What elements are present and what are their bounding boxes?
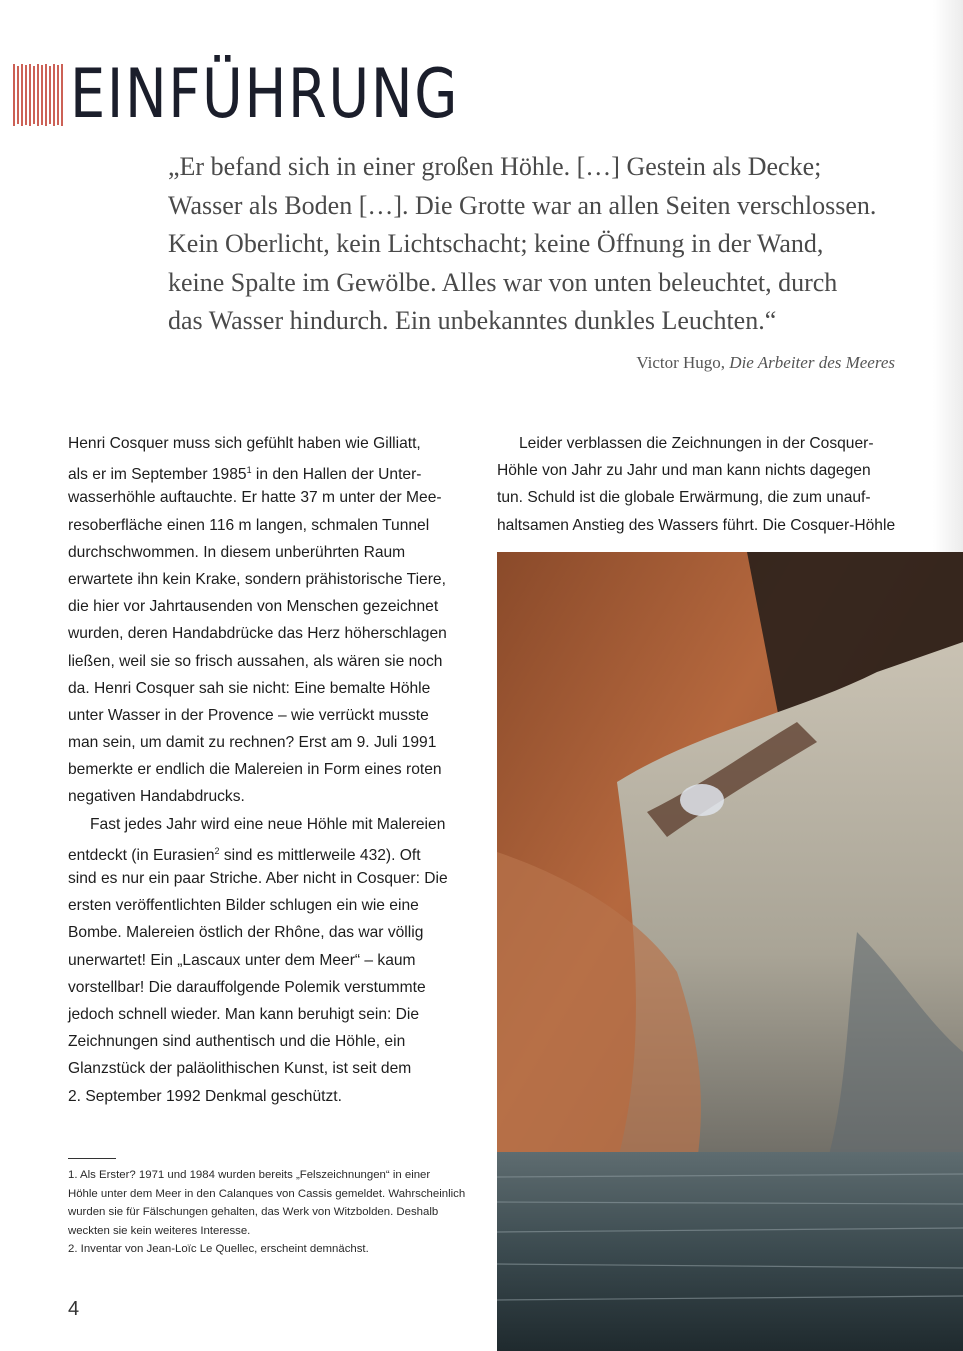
text-line: Bombe. Malereien östlich der Rhône, das war völlig [68, 924, 424, 942]
quote-author: Victor Hugo, [636, 353, 726, 372]
text-line: man sein, um damit zu rechnen? Erst am 9. Juli 1991 [68, 734, 437, 752]
text-line: Leider verblassen die Zeichnungen in der Cosquer- [519, 435, 874, 452]
footnote-line: wurden sie für Fälschungen gehalten, das Werk von Witzbolden. Deshalb [68, 1206, 439, 1218]
text-line: unter Wasser in der Provence – wie verrückt musste [68, 706, 429, 724]
text-line: jedoch schnell wieder. Man kann beruhigt sein: Die [68, 1005, 420, 1023]
quote-line: keine Spalte im Gewölbe. Alles war von unten beleuchtet, durch [168, 267, 838, 297]
text-line: durchschwommen. In diesem unberührten Raum [68, 543, 406, 561]
quote-line: das Wasser hindurch. Ein unbekanntes dunkles Leuchten.“ [168, 306, 777, 335]
text-line: vorstellbar! Die darauffolgende Polemik verstummte [68, 978, 426, 996]
left-text-column [68, 430, 468, 1110]
chapter-title: EINFÜHRUNG [70, 55, 460, 134]
text-line: ließen, weil sie so frisch aussahen, als wären sie noch [68, 652, 443, 670]
text-line: sind es nur ein paar Striche. Aber nicht in Cosquer: Die [68, 870, 448, 887]
text-line: als er im September 1985$^1$ in den Hallen der Unter- [68, 465, 422, 484]
red-stripes-ornament [12, 62, 64, 128]
text-line: tun. Schuld ist die globale Erwärmung, die zum unauf- [497, 489, 871, 507]
quote-line: Kein Oberlicht, kein Lichtschacht; keine Öffnung in der Wand, [168, 229, 824, 258]
text-line: resoberfläche einen 116 m langen, schmalen Tunnel [68, 516, 430, 534]
footnote-line: 2. Inventar von Jean-Loïc Le Quellec, erscheint demnächst. [68, 1243, 369, 1255]
text-line: Fast jedes Jahr wird eine neue Höhle mit Malereien [90, 815, 446, 833]
text-line: haltsamen Anstieg des Wassers führt. Die Cosquer-Höhle [497, 516, 896, 534]
text-line: Höhle von Jahr zu Jahr und man kann nichts dagegen [497, 462, 871, 480]
chapter-heading [12, 55, 544, 134]
text-line: unerwartet! Ein „Lascaux unter dem Meer“ – kaum [68, 951, 416, 969]
footnote-line: Höhle unter dem Meer in den Calanques von Cassis gemeldet. Wahrscheinlich [68, 1187, 466, 1200]
page-number: 4 [68, 1298, 80, 1320]
text-line: wasserhöhle auftauchte. Er hatte 37 m unter der Mee- [68, 489, 442, 507]
quote-line: „Er befand sich in einer großen Höhle. […] Gestein als Decke; [168, 152, 822, 181]
footnote-ref-2[interactable]: 2 [214, 845, 220, 856]
footnote-divider [68, 1158, 116, 1159]
epigraph-quote [168, 148, 908, 341]
quote-work-title: Die Arbeiter des Meeres [729, 353, 895, 372]
text-line: da. Henri Cosquer sah sie nicht: Eine bemalte Höhle [68, 679, 431, 697]
quote-attribution [636, 353, 895, 373]
text-line: Glanzstück der paläolithischen Kunst, ist seit dem [68, 1060, 412, 1078]
footnotes [68, 1166, 488, 1259]
text-line: entdeckt (in Eurasien$^2$ sind es mittlerweile 432). Oft [68, 845, 421, 864]
text-line: negativen Handabdrucks. [68, 788, 245, 806]
text-line: Zeichnungen sind authentisch und die Höhle, ein [68, 1033, 406, 1051]
text-line: 2. September 1992 Denkmal geschützt. [68, 1087, 342, 1105]
footnote-line: weckten sie kein weiteres Interesse. [68, 1224, 251, 1237]
text-line: bemerkte er endlich die Malereien in Form eines roten [68, 761, 442, 779]
quote-line: Wasser als Boden […]. Die Grotte war an allen Seiten verschlossen. [168, 190, 877, 220]
text-line: erwartete ihn kein Krake, sondern prähistorische Tiere, [68, 570, 446, 588]
text-line: wurden, deren Handabdrücke das Herz höherschlagen [68, 625, 447, 643]
right-text-column [497, 430, 897, 539]
footnote-line: 1. Als Erster? 1971 und 1984 wurden bereits „Felszeichnungen“ in einer [68, 1169, 431, 1181]
footnote-ref-1[interactable]: 1 [246, 465, 252, 476]
text-line: ersten veröffentlichten Bilder schlugen ein wie eine [68, 897, 419, 915]
text-line: die hier vor Jahrtausenden von Menschen gezeichnet [68, 598, 439, 616]
cave-photo-illustration [497, 552, 963, 1351]
text-line: Henri Cosquer muss sich gefühlt haben wie Gilliatt, [68, 435, 421, 452]
cave-photograph [497, 552, 963, 1351]
